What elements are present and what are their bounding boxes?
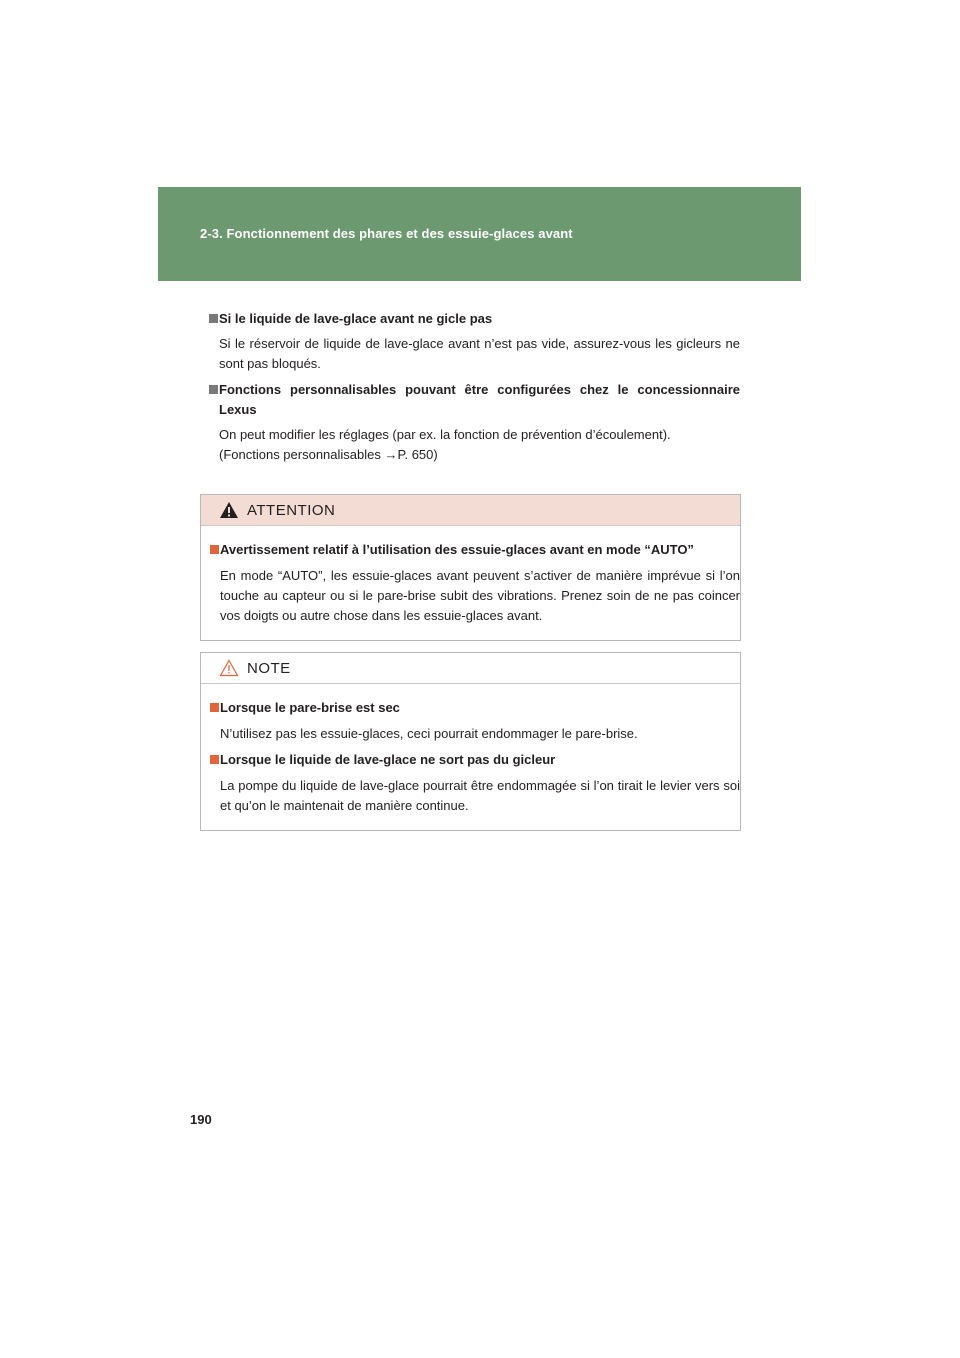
square-bullet-icon	[210, 755, 219, 764]
note-item-body: La pompe du liquide de lave-glace pourrait être endommagée si l’on tirait le levier vers soi et qu’on le maintenait de manière continue.	[220, 778, 740, 813]
note-item-heading-text: Lorsque le liquide de lave-glace ne sort pas du gicleur	[220, 752, 556, 767]
info-item-heading-text: Fonctions personnalisables pouvant être configurées chez le concessionnaire Lexus	[219, 382, 740, 417]
info-item-heading-text: Si le liquide de lave-glace avant ne gicle pas	[219, 311, 493, 326]
info-item-washer-fluid	[200, 309, 740, 374]
page-reference-link[interactable]: (Fonctions personnalisables →P. 650)	[219, 447, 438, 462]
note-item-heading	[201, 750, 740, 770]
warning-icon	[219, 501, 239, 519]
note-box-title: NOTE	[247, 660, 291, 677]
square-bullet-icon	[209, 385, 218, 394]
square-bullet-icon	[210, 545, 219, 554]
info-item-customizable-features	[200, 380, 740, 465]
square-bullet-icon	[210, 703, 219, 712]
info-item-body-text: On peut modifier les réglages (par ex. la fonction de prévention d’écoulement).	[219, 427, 671, 442]
note-item-body: N’utilisez pas les essuie-glaces, ceci pourrait endommager le pare-brise.	[220, 726, 638, 741]
attention-box-header	[201, 495, 740, 526]
caution-outline-icon	[219, 659, 239, 677]
note-box-content	[201, 684, 740, 830]
attention-item-heading	[201, 540, 740, 560]
info-section	[200, 309, 740, 465]
attention-item-heading-text: Avertissement relatif à l’utilisation des essuie-glaces avant en mode “AUTO”	[220, 542, 694, 557]
page-number: 190	[190, 1112, 212, 1127]
note-box	[200, 652, 741, 831]
attention-item-body: En mode “AUTO”, les essuie-glaces avant peuvent s’activer de manière imprévue si l’on touche au capteur ou si le pare-brise subit des vibrations. Prenez soin de ne pas coincer vos doigts ou autre chose dans les essuie-glaces avant.	[220, 568, 740, 623]
chapter-header-band	[158, 187, 801, 281]
info-item-heading	[200, 309, 740, 329]
note-item-heading-text: Lorsque le pare-brise est sec	[220, 700, 400, 715]
attention-box-title: ATTENTION	[247, 502, 336, 519]
note-box-header	[201, 653, 740, 684]
square-bullet-icon	[209, 314, 218, 323]
info-item-heading	[200, 380, 740, 420]
note-item-heading	[201, 698, 740, 718]
info-item-body	[200, 425, 740, 465]
attention-box-content	[201, 526, 740, 640]
attention-box	[200, 494, 741, 641]
chapter-header-title: 2-3. Fonctionnement des phares et des essuie-glaces avant	[200, 226, 573, 241]
info-item-body: Si le réservoir de liquide de lave-glace avant n’est pas vide, assurez-vous les gicleurs ne sont pas bloqués.	[219, 336, 740, 371]
